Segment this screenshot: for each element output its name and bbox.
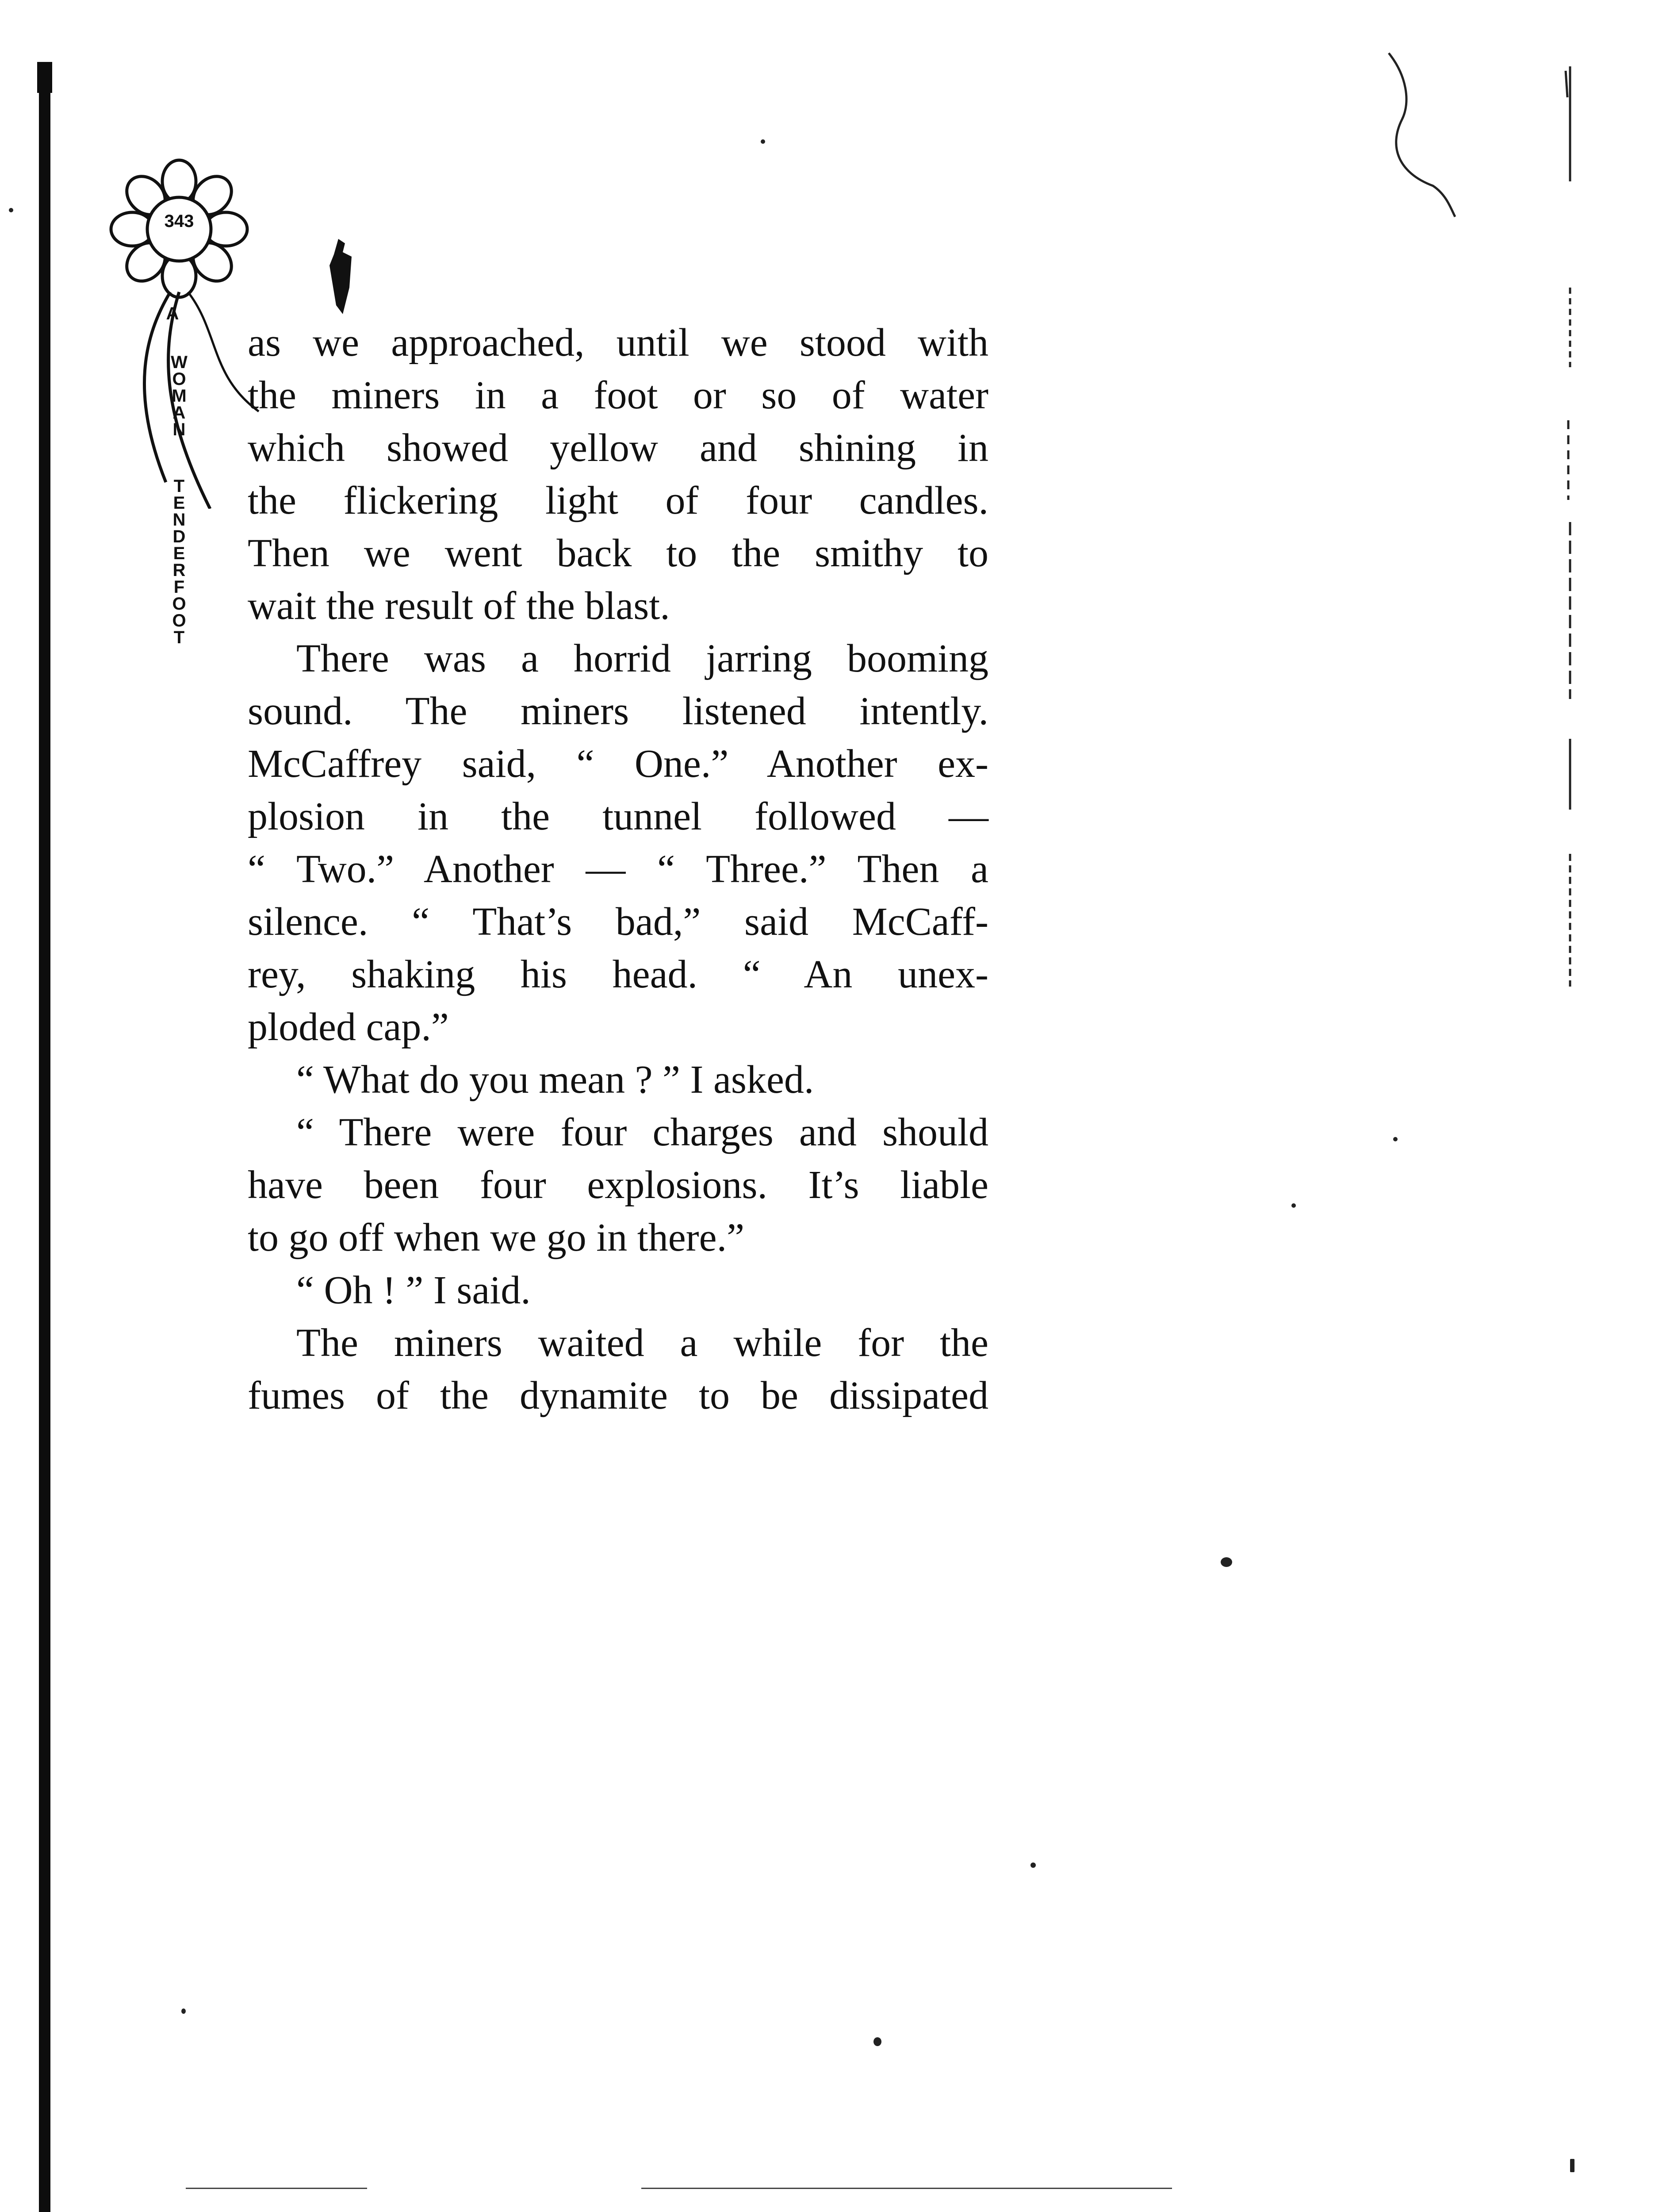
- text-line: rey, shaking his head. “ An unex-: [248, 952, 988, 996]
- bottom-edge-rule: [186, 2188, 367, 2189]
- text-line: to go off when we go in there.”: [248, 1216, 745, 1260]
- text-line: silence. “ That’s bad,” said McCaff-: [248, 900, 988, 944]
- scanner-edge-marks: [1552, 58, 1588, 1031]
- text-line: sound. The miners listened intently.: [248, 689, 988, 733]
- text-line: the flickering light of four candles.: [248, 479, 988, 522]
- text-line: “ Two.” Another — “ Three.” Then a: [248, 847, 988, 891]
- text-line: as we approached, until we stood with: [248, 321, 988, 365]
- ink-speck: [1570, 2159, 1574, 2172]
- running-title-word-woman: W O M A N: [171, 353, 188, 439]
- text-line: have been four explosions. It’s liable: [248, 1163, 988, 1207]
- text-line: There was a horrid jarring booming: [296, 637, 988, 680]
- ink-speck: [181, 2008, 186, 2014]
- margin-bracket-mark: [1380, 49, 1459, 226]
- text-line: ploded cap.”: [248, 1005, 449, 1049]
- ink-speck: [1393, 1137, 1398, 1141]
- page-binding-edge: [39, 62, 50, 2212]
- ink-speck: [1221, 1557, 1232, 1567]
- text-line: Then we went back to the smithy to: [248, 531, 988, 575]
- text-line: plosion in the tunnel followed —: [248, 795, 988, 838]
- flower-ornament-icon: [95, 146, 263, 509]
- page-number: 343: [164, 211, 194, 231]
- body-text: [248, 316, 988, 1422]
- ink-speck: [873, 2037, 881, 2046]
- text-line: “ What do you mean ? ” I asked.: [296, 1058, 814, 1102]
- text-line: which showed yellow and shining in: [248, 426, 988, 470]
- bottom-edge-rule: [641, 2188, 1172, 2189]
- text-line: wait the result of the blast.: [248, 584, 670, 628]
- ink-speck: [1030, 1863, 1036, 1868]
- ink-speck: [1291, 1203, 1296, 1208]
- text-line: “ There were four charges and should: [296, 1110, 988, 1154]
- ink-blot-icon: [325, 239, 356, 314]
- text-line: McCaffrey said, “ One.” Another ex-: [248, 742, 988, 786]
- ink-speck: [761, 139, 765, 144]
- running-title-word-a: A: [166, 304, 179, 323]
- text-line: fumes of the dynamite to be dissipated: [248, 1374, 988, 1417]
- text-line: the miners in a foot or so of water: [248, 373, 988, 417]
- running-title-word-tenderfoot: T E N D E R F O O T: [172, 476, 186, 647]
- text-line: The miners waited a while for the: [296, 1321, 988, 1365]
- text-line: “ Oh ! ” I said.: [296, 1268, 531, 1312]
- binding-edge-tab: [37, 62, 52, 93]
- ink-speck: [9, 208, 13, 212]
